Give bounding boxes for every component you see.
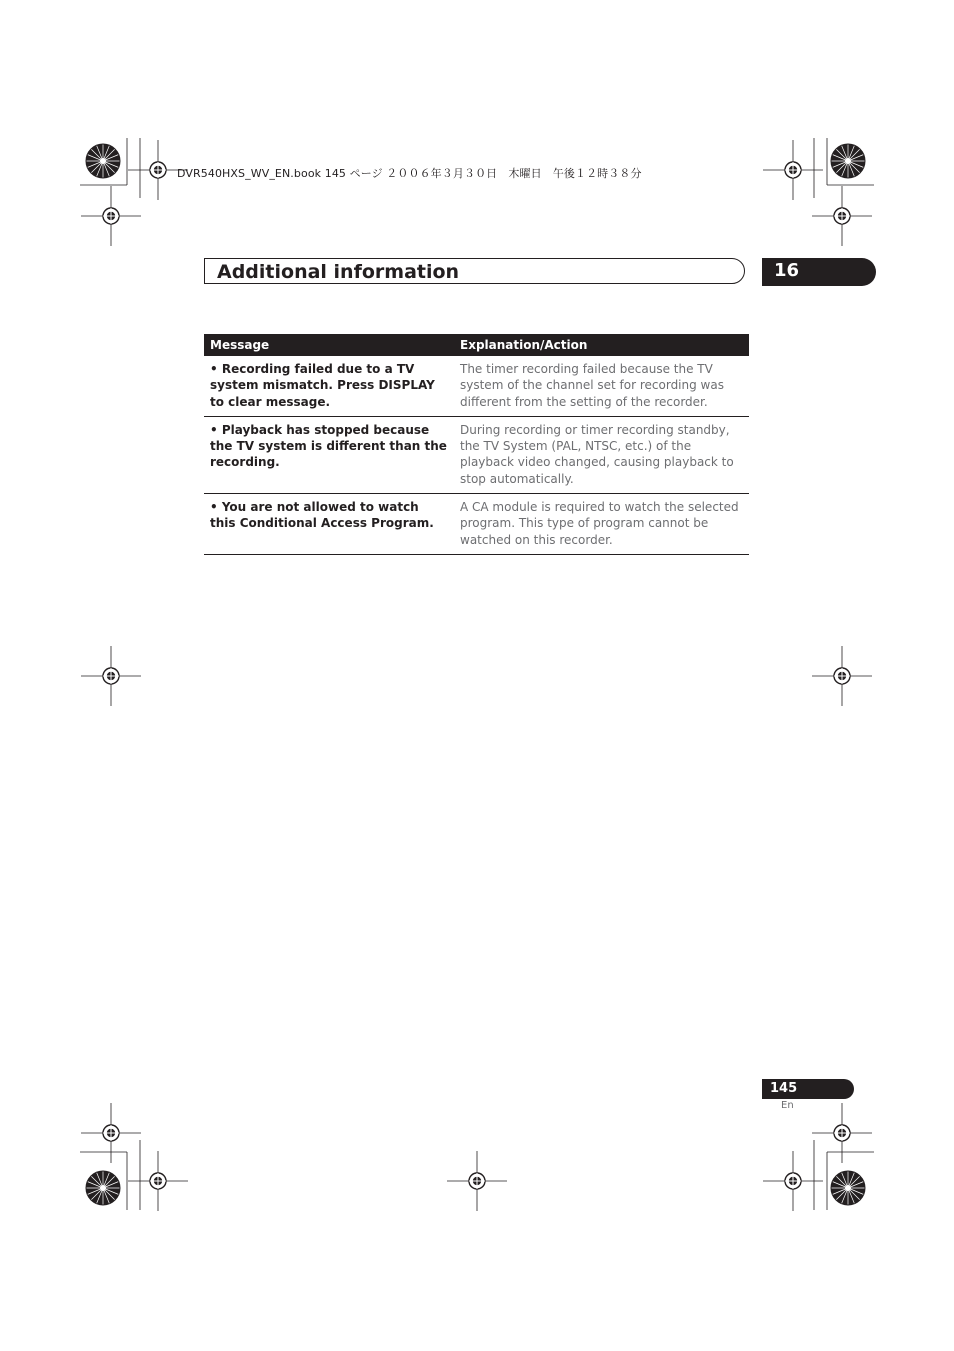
language-label: En xyxy=(781,1100,794,1111)
print-header: DVR540HXS_WV_EN.book 145 ページ ２００６年３月３０日 木曜日 午後１２時３８分 xyxy=(177,167,642,180)
column-header-message: Message xyxy=(204,334,454,356)
chapter-tab xyxy=(762,258,876,286)
section-header xyxy=(204,258,745,284)
explanation-cell: During recording or timer recording standby, the TV System (PAL, NTSC, etc.) of the playback video changed, causing playback to stop automatically. xyxy=(454,416,749,493)
explanation-cell: The timer recording failed because the TV system of the channel set for recording was different from the setting of the recorder. xyxy=(454,356,749,416)
explanation-cell: A CA module is required to watch the selected program. This type of program cannot be watched on this recorder. xyxy=(454,494,749,555)
message-cell: • Recording failed due to a TV system mismatch. Press DISPLAY to clear message. xyxy=(204,356,454,416)
table-row xyxy=(204,356,749,416)
column-header-explanation: Explanation/Action xyxy=(454,334,749,356)
chapter-number: 16 xyxy=(774,260,800,281)
table-row xyxy=(204,494,749,555)
table-header-row xyxy=(204,334,749,356)
table-row xyxy=(204,416,749,493)
message-table xyxy=(204,334,749,555)
section-title: Additional information xyxy=(217,261,460,283)
page-number-tab xyxy=(762,1079,854,1099)
page-number: 145 xyxy=(770,1081,798,1096)
message-cell: • You are not allowed to watch this Conditional Access Program. xyxy=(204,494,454,555)
message-cell: • Playback has stopped because the TV system is different than the recording. xyxy=(204,416,454,493)
